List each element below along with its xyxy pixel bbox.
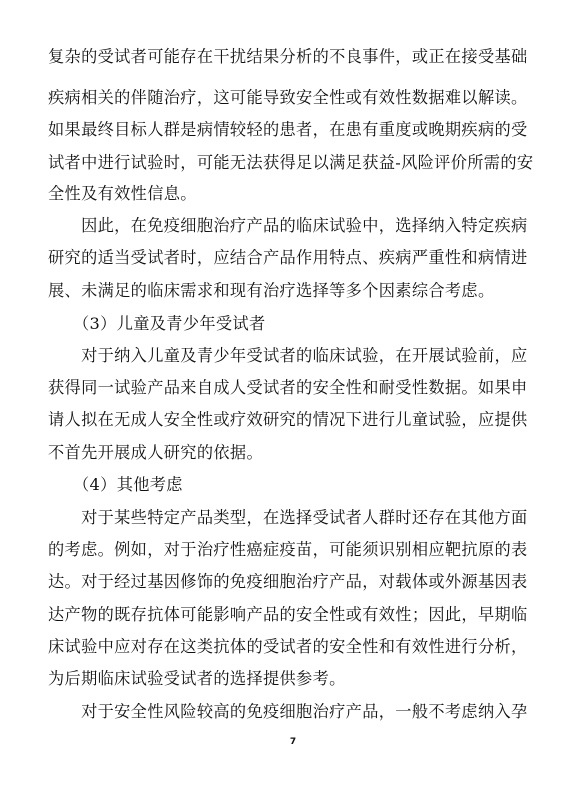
paragraph-line: 对于安全性风险较高的免疫细胞治疗产品，一般不考虑纳入孕 [48, 702, 528, 721]
page-number: 7 [289, 737, 297, 747]
paragraph-line: 达产物的既存抗体可能影响产品的安全性或有效性；因此，早期临 [48, 605, 528, 624]
paragraph-line: 的考虑。例如，对于治疗性癌症疫苗，可能须识别相应靶抗原的表 [48, 540, 528, 559]
paragraph-line: 全性及有效性信息。 [48, 184, 197, 203]
paragraph-line: 为后期临床试验受试者的选择提供参考。 [48, 669, 346, 688]
paragraph-line: 如果最终目标人群是病情较轻的患者，在患有重度或晚期疾病的受 [48, 120, 528, 139]
paragraph-line: 获得同一试验产品来自成人受试者的安全性和耐受性数据。如果申 [48, 378, 528, 397]
paragraph-line: 复杂的受试者可能存在干扰结果分析的不良事件，或正在接受基础 [48, 47, 528, 66]
paragraph-line: 试者中进行试验时，可能无法获得足以满足获益-风险评价所需的安 [48, 153, 534, 172]
paragraph-line: 因此，在免疫细胞治疗产品的临床试验中，选择纳入特定疾病 [48, 216, 528, 235]
paragraph-line: 对于纳入儿童及青少年受试者的临床试验，在开展试验前，应 [48, 346, 528, 365]
paragraph-line: 研究的适当受试者时，应结合产品作用特点、疾病严重性和病情进 [48, 248, 528, 267]
paragraph-line: 达。对于经过基因修饰的免疫细胞治疗产品，对载体或外源基因表 [48, 572, 528, 591]
paragraph-line: 对于某些特定产品类型，在选择受试者人群时还存在其他方面 [48, 508, 528, 527]
paragraph-line: 不首先开展成人研究的依据。 [48, 443, 263, 462]
paragraph-line: 请人拟在无成人安全性或疗效研究的情况下进行儿童试验，应提供 [48, 410, 528, 429]
paragraph-line: 疾病相关的伴随治疗，这可能导致安全性或有效性数据难以解读。 [48, 88, 528, 107]
section-heading: （4）其他考虑 [48, 475, 183, 494]
section-heading: （3）儿童及青少年受试者 [48, 314, 266, 333]
paragraph-line: 展、未满足的临床需求和现有治疗选择等多个因素综合考虑。 [48, 281, 495, 300]
paragraph-line: 床试验中应对存在这类抗体的受试者的安全性和有效性进行分析， [48, 637, 528, 656]
